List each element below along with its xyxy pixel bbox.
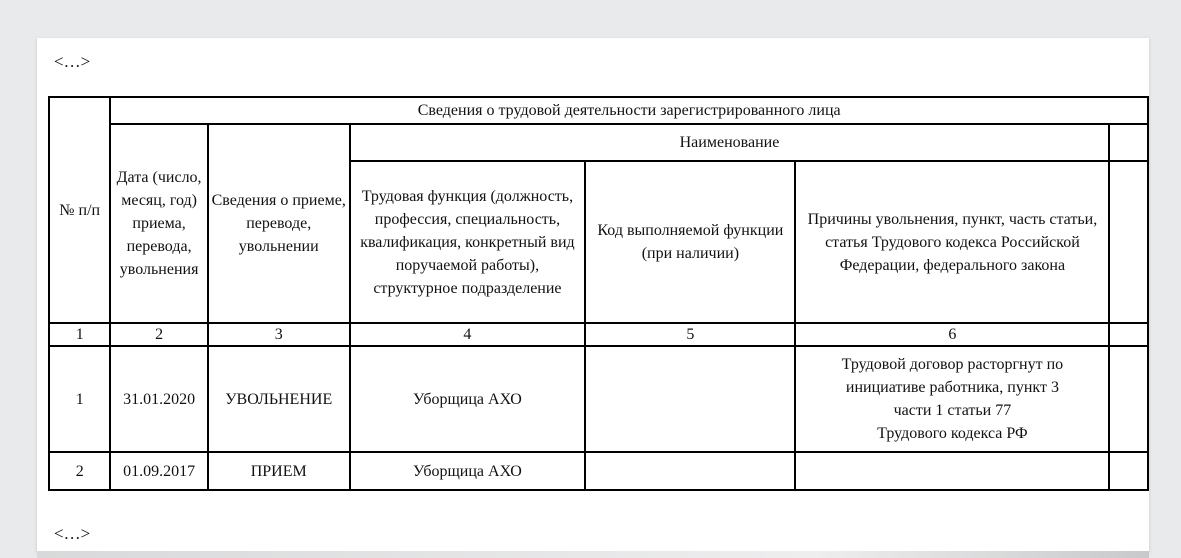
header-job-function: Трудовая функция (должность, профессия, специальность, квалификация, конкретный вид поручаемой работы), структурное подразделение bbox=[350, 161, 586, 323]
header-row-number: № п/п bbox=[49, 97, 110, 323]
header-dismissal-reason: Причины увольнения, пункт, часть статьи, статья Трудового кодекса Российской Федерации, федерального закона bbox=[795, 161, 1109, 323]
column-number-4: 4 bbox=[350, 323, 586, 346]
row-event: ПРИЕМ bbox=[208, 452, 350, 490]
row-function-code bbox=[585, 452, 795, 490]
header-cut-off-cell bbox=[1109, 161, 1148, 323]
row-dismissal-reason bbox=[795, 346, 1109, 452]
header-function-code: Код выполняемой функции (при наличии) bbox=[585, 161, 795, 323]
header-cut-off-cell bbox=[1109, 124, 1148, 161]
omission-mark-top: <…> bbox=[54, 52, 91, 71]
header-naming: Наименование bbox=[350, 124, 1110, 161]
reason-line: Трудового кодекса РФ bbox=[877, 425, 1028, 442]
row-dismissal-reason bbox=[795, 452, 1109, 490]
row-number: 1 bbox=[49, 346, 110, 452]
header-event: Сведения о приеме, переводе, увольнении bbox=[208, 124, 350, 323]
row-cut-off-cell bbox=[1109, 452, 1148, 490]
header-date: Дата (число, месяц, год) приема, перевода, увольнения bbox=[110, 124, 207, 323]
row-cut-off-cell bbox=[1109, 346, 1148, 452]
row-date: 01.09.2017 bbox=[110, 452, 207, 490]
row-job-function: Уборщица АХО bbox=[350, 452, 586, 490]
page-shadow bbox=[37, 551, 1149, 558]
column-number-3: 3 bbox=[208, 323, 350, 346]
column-number-2: 2 bbox=[110, 323, 207, 346]
table-row bbox=[49, 452, 1148, 490]
column-number-cut-off bbox=[1109, 323, 1148, 346]
column-number-5: 5 bbox=[585, 323, 795, 346]
row-function-code bbox=[585, 346, 795, 452]
reason-line: Трудовой договор расторгнут по bbox=[841, 356, 1064, 373]
reason-line: части 1 статьи 77 bbox=[893, 402, 1012, 419]
header-employment-info: Сведения о трудовой деятельности зарегистрированного лица bbox=[110, 97, 1148, 124]
reason-line: инициативе работника, пункт 3 bbox=[845, 379, 1059, 396]
employment-records-table bbox=[48, 96, 1149, 491]
column-number-6: 6 bbox=[795, 323, 1109, 346]
document-page bbox=[37, 38, 1149, 552]
row-event: УВОЛЬНЕНИЕ bbox=[208, 346, 350, 452]
row-number: 2 bbox=[49, 452, 110, 490]
row-date: 31.01.2020 bbox=[110, 346, 207, 452]
omission-mark-bottom: <…> bbox=[54, 524, 91, 543]
row-job-function: Уборщица АХО bbox=[350, 346, 586, 452]
table-row bbox=[49, 346, 1148, 452]
column-number-1: 1 bbox=[49, 323, 110, 346]
